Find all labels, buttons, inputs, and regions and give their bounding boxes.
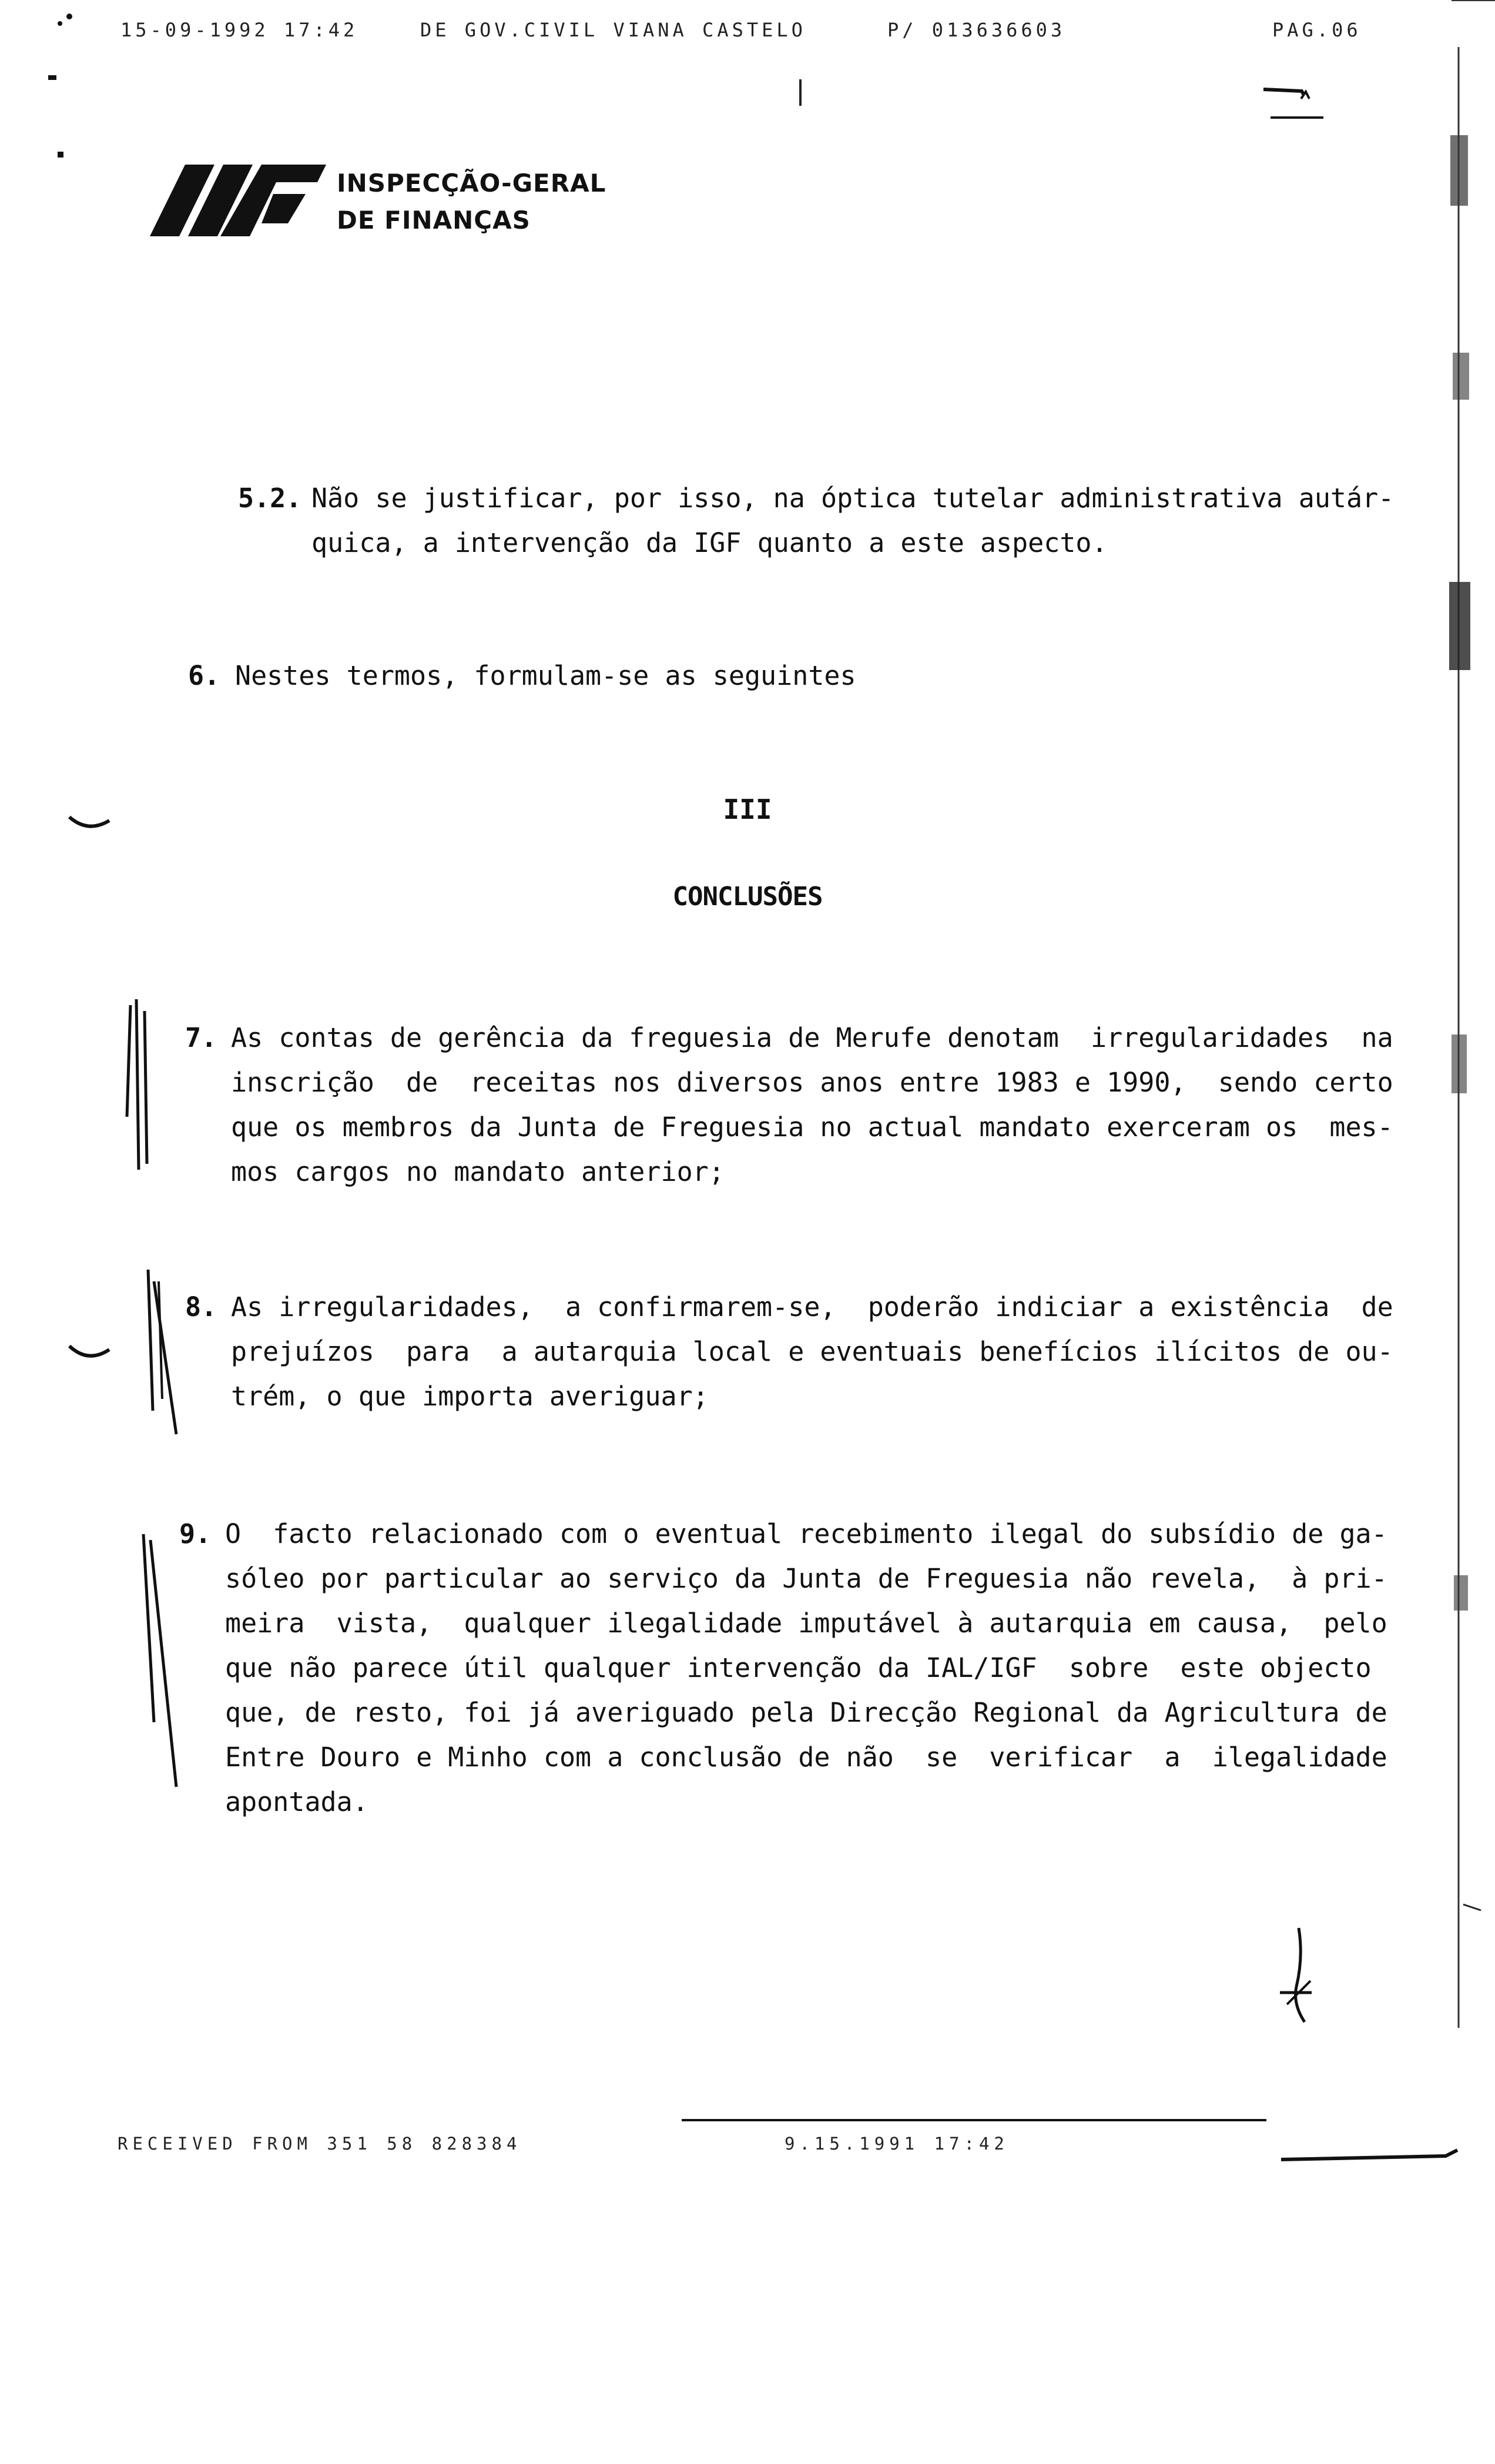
logo-line-1: INSPECÇÃO-GERAL — [337, 169, 606, 197]
item-7-number: 7. — [185, 1022, 217, 1053]
item-9-line-4: que não parece útil qualquer intervenção da IAL/IGF sobre este objecto — [225, 1652, 1372, 1683]
section-6-number: 6. — [188, 660, 220, 691]
item-9-line-1: O facto relacionado com o eventual recebimento ilegal do subsídio de ga- — [225, 1518, 1387, 1549]
handwritten-initials — [1269, 1922, 1322, 2028]
footer-rule — [682, 2119, 1266, 2121]
fax-edge-artifacts — [1446, 0, 1495, 2234]
fax-header-sender: DE GOV.CIVIL VIANA CASTELO — [420, 19, 806, 41]
item-7-line-4: mos cargos no mandato anterior; — [231, 1156, 725, 1187]
item-8-line-1: As irregularidades, a confirmarem-se, poderão indiciar a existência de — [231, 1291, 1393, 1323]
section-5-2-line-1: Não se justificar, por isso, na óptica tutelar administrativa autár- — [311, 483, 1395, 514]
fax-header-page: PAG.06 — [1272, 19, 1362, 41]
letterhead-logo — [150, 162, 620, 250]
section-5-2-line-2: quica, a intervenção da IGF quanto a este aspecto. — [311, 527, 1108, 558]
section-6-text: Nestes termos, formulam-se as seguintes — [235, 660, 856, 691]
fax-header-recipient: P/ 013636603 — [887, 19, 1066, 41]
item-7-line-3: que os membros da Junta de Freguesia no actual mandato exerceram os mes- — [231, 1112, 1393, 1143]
section-5-2-number: 5.2. — [238, 483, 302, 514]
fax-footer-received: RECEIVED FROM 351 58 828384 — [118, 2134, 522, 2154]
item-8-number: 8. — [185, 1291, 217, 1323]
item-9-line-2: sóleo por particular ao serviço da Junta de Freguesia não revela, à pri- — [225, 1563, 1387, 1594]
item-9-line-3: meira vista, qualquer ilegalidade imputável à autarquia em causa, pelo — [225, 1608, 1387, 1639]
handwritten-margin-marks — [0, 764, 212, 1822]
item-7-line-1: As contas de gerência da freguesia de Merufe denotam irregularidades na — [231, 1022, 1393, 1053]
item-8-line-2: prejuízos para a autarquia local e eventuais benefícios ilícitos de ou- — [231, 1336, 1393, 1367]
igf-logo-icon — [150, 165, 332, 241]
footer-scan-streak — [1275, 2145, 1463, 2169]
item-9-line-7: apontada. — [225, 1786, 368, 1817]
item-8-line-3: trém, o que importa averiguar; — [231, 1381, 709, 1412]
section-roman-numeral: III — [723, 794, 772, 825]
fax-noise-marks — [0, 0, 1495, 188]
conclusions-heading: CONCLUSÕES — [672, 882, 823, 912]
item-9-line-5: que, de resto, foi já averiguado pela Direcção Regional da Agricultura de — [225, 1697, 1387, 1728]
item-9-number: 9. — [179, 1518, 212, 1549]
logo-line-2: DE FINANÇAS — [337, 206, 531, 235]
fax-footer-datetime: 9.15.1991 17:42 — [785, 2134, 1009, 2154]
item-7-line-2: inscrição de receitas nos diversos anos entre 1983 e 1990, sendo certo — [231, 1067, 1393, 1098]
item-9-line-6: Entre Douro e Minho com a conclusão de não se verificar a ilegalidade — [225, 1742, 1387, 1773]
fax-header-datetime: 15-09-1992 17:42 — [120, 19, 358, 41]
